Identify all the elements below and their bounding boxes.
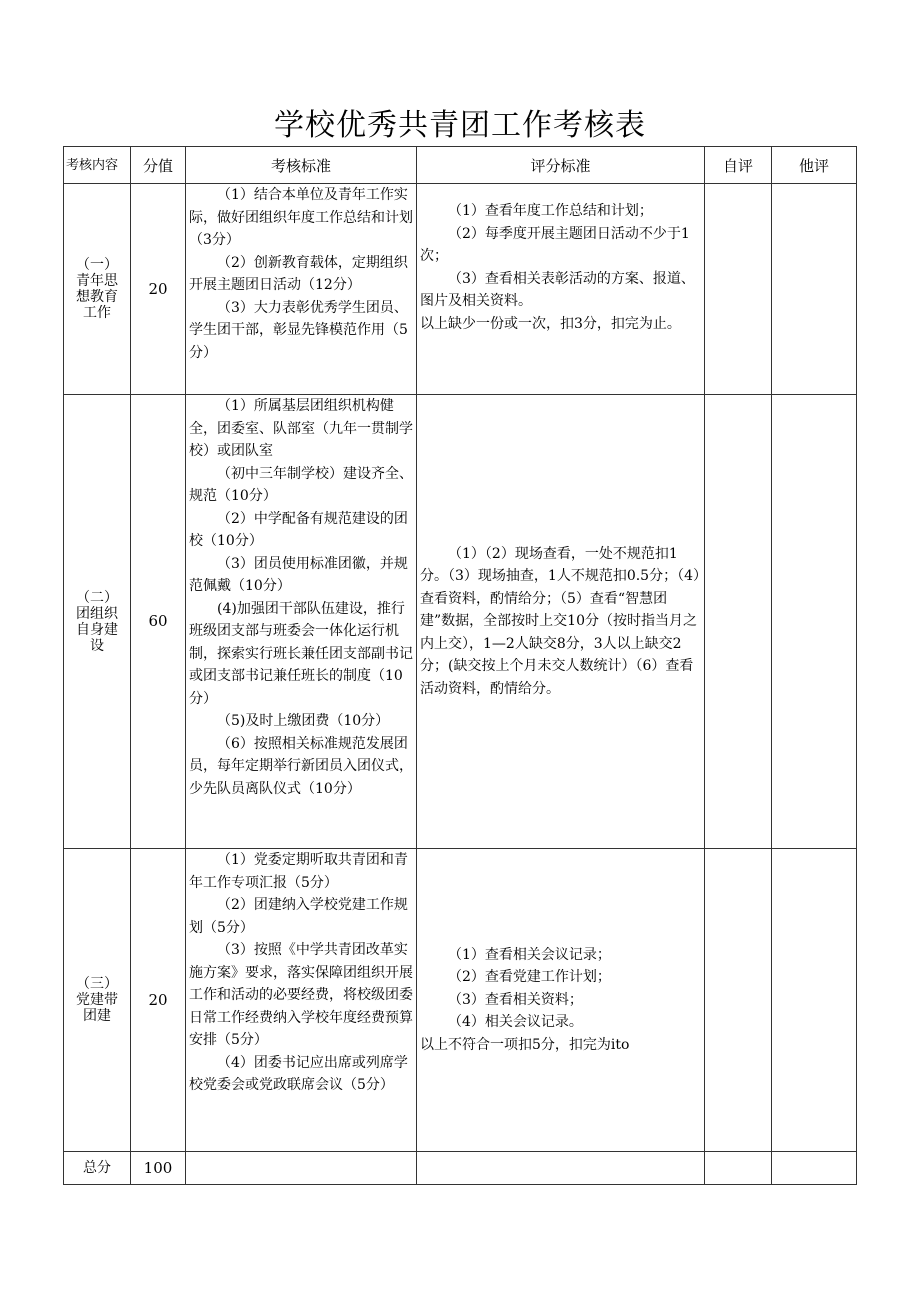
standard-item: （6）按照相关标准规范发展团员，每年定期举行新团员入团仪式，少先队员离队仪式（10分） <box>189 735 413 797</box>
category-cell: （二）团组织自身建设 <box>64 395 131 849</box>
standard-cell <box>186 184 417 395</box>
standard-item: （初中三年制学校）建设齐全、规范（10分） <box>189 465 413 504</box>
self-eval-cell[interactable] <box>705 395 772 849</box>
scoring-item: （2）每季度开展主题团日活动不少于1次； <box>420 225 690 264</box>
total-score: 100 <box>131 1152 186 1185</box>
header-other: 他评 <box>772 147 857 184</box>
table-row <box>64 849 857 1152</box>
standard-item: （3）团员使用标准团徽，并规范佩戴（10分） <box>189 555 408 594</box>
standard-item: （2）创新教育载体，定期组织开展主题团日活动（12分） <box>189 254 408 293</box>
total-standard-cell <box>186 1152 417 1185</box>
scoring-cell <box>417 395 705 849</box>
header-score: 分值 <box>131 147 186 184</box>
scoring-item: （1）查看年度工作总结和计划； <box>448 203 653 219</box>
category-cell: （一）青年思想教育工作 <box>64 184 131 395</box>
standard-item: （1）所属基层团组织机构健全，团委室、队部室（九年一贯制学校）或团队室 <box>189 398 413 459</box>
score-cell: 60 <box>131 395 186 849</box>
page-title: 学校优秀共青团工作考核表 <box>274 108 646 143</box>
header-self: 自评 <box>705 147 772 184</box>
total-row <box>64 1152 857 1185</box>
scoring-item: 以上不符合一项扣5分，扣完为ito <box>420 1036 630 1053</box>
standard-item: （1）结合本单位及青年工作实际，做好团组织年度工作总结和计划（3分） <box>189 187 413 248</box>
self-eval-cell[interactable] <box>705 184 772 395</box>
standard-item: （5)及时上缴团费（10分） <box>217 713 390 729</box>
standard-item: （1）党委定期听取共青团和青年工作专项汇报（5分） <box>189 852 408 891</box>
table-row <box>64 184 857 395</box>
standard-cell <box>186 395 417 849</box>
header-standard: 考核标准 <box>186 147 417 184</box>
standard-item: （3）大力表彰优秀学生团员、学生团干部，彰显先锋模范作用（5分） <box>189 299 408 361</box>
assessment-table <box>63 146 857 1185</box>
self-eval-cell[interactable] <box>705 849 772 1152</box>
table-row <box>64 395 857 849</box>
category-cell: （三）党建带团建 <box>64 849 131 1152</box>
header-content: 考核内容 <box>64 147 131 184</box>
scoring-item: （1）查看相关会议记录； <box>448 946 611 963</box>
standard-item: （2）中学配备有规范建设的团校（10分） <box>189 510 408 549</box>
score-cell: 20 <box>131 849 186 1152</box>
scoring-item: （1）（2）现场查看，一处不规范扣1分。（3）现场抽查，1人不规范扣0.5分；（4）查看资料，酌情给分；（5）查看“智慧团建”数据，全部按时上交10分（按时指当月之内上交），1—2人缺交8分，3人以上缺交2分；(缺交按上个月未交人数统计）（6）查看活动资料，酌情给分。 <box>420 545 700 697</box>
score-cell: 20 <box>131 184 186 395</box>
header-scoring: 评分标准 <box>417 147 705 184</box>
scoring-item: 以上缺少一份或一次，扣3分，扣完为止。 <box>420 315 681 332</box>
standard-item: (4)加强团干部队伍建设，推行班级团支部与班委会一体化运行机制，探索实行班长兼任团支部副书记或团支部书记兼任班长的制度（10分） <box>189 600 413 707</box>
scoring-item: （3）查看相关表彰活动的方案、报道、图片及相关资料。 <box>420 270 695 309</box>
standard-item: （4）团委书记应出席或列席学校党委会或党政联席会议（5分） <box>189 1054 408 1093</box>
other-eval-cell[interactable] <box>772 849 857 1152</box>
standard-item: （3）按照《中学共青团改革实施方案》要求，落实保障团组织开展工作和活动的必要经费，将校级团委日常工作经费纳入学校年度经费预算安排（5分） <box>189 942 413 1048</box>
scoring-cell <box>417 184 705 395</box>
scoring-cell <box>417 849 705 1152</box>
header-row <box>64 147 857 184</box>
total-label: 总分 <box>64 1152 131 1185</box>
total-self-eval-cell[interactable] <box>705 1152 772 1185</box>
other-eval-cell[interactable] <box>772 395 857 849</box>
total-other-eval-cell[interactable] <box>772 1152 857 1185</box>
standard-cell <box>186 849 417 1152</box>
standard-item: （2）团建纳入学校党建工作规划（5分） <box>189 897 408 936</box>
scoring-item: （2）查看党建工作计划； <box>448 969 611 986</box>
scoring-item: （3）查看相关资料； <box>448 991 583 1008</box>
scoring-item: （4）相关会议记录。 <box>448 1014 583 1031</box>
other-eval-cell[interactable] <box>772 184 857 395</box>
total-scoring-cell <box>417 1152 705 1185</box>
